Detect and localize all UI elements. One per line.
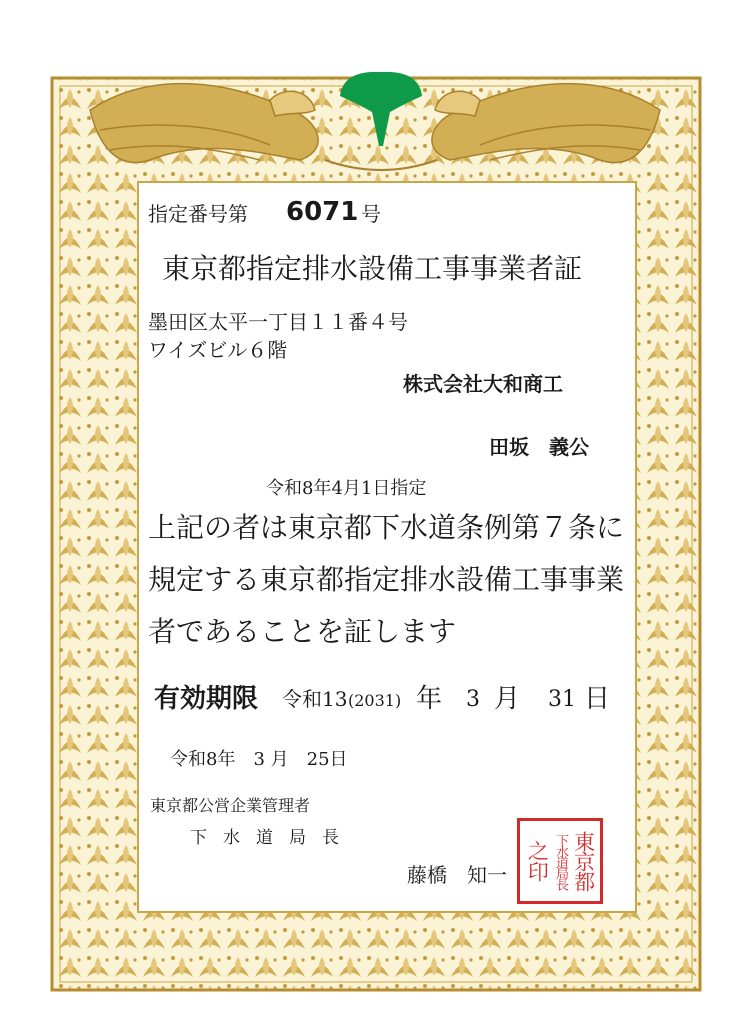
company-name: 株式会社大和商工: [403, 372, 563, 396]
validity-year-unit: 年: [416, 684, 443, 714]
official-seal: [517, 818, 603, 904]
body-line-3: 者であることを証します: [148, 615, 457, 648]
address-line-2: ワイズビル６階: [148, 338, 288, 362]
representative-name: 田坂 義公: [489, 435, 589, 459]
certificate-number-prefix: 指定番号第: [148, 202, 248, 226]
certificate-title: 東京都指定排水設備工事事業者証: [162, 252, 583, 285]
seal-text-column-1: 東京都: [571, 831, 596, 891]
designation-date: 令和8年4月1日指定: [266, 478, 427, 499]
body-line-2: 規定する東京都指定排水設備工事事業: [148, 563, 625, 596]
validity-month: 3: [466, 687, 480, 712]
address-line-1: 墨田区太平一丁目１１番４号: [148, 310, 408, 334]
seal-text-column-2: 下水道局長: [552, 833, 568, 889]
issuer-line-1: 東京都公営企業管理者: [150, 796, 311, 815]
validity-western-year: (2031): [348, 691, 402, 710]
issuer-line-2: 下水道局長: [190, 828, 355, 848]
certificate-number: 6071: [286, 197, 359, 227]
validity-month-unit: 月: [494, 684, 521, 714]
validity-day: 31: [548, 687, 576, 712]
body-line-1: 上記の者は東京都下水道条例第７条に: [148, 511, 625, 544]
validity-day-unit: 日: [584, 684, 611, 714]
validity-era-year: 令和13: [282, 687, 348, 711]
signatory-name: 藤橋 知一: [407, 863, 507, 887]
validity-label: 有効期限: [154, 684, 259, 714]
issue-date: 令和8年 3 月 25日: [170, 749, 348, 770]
certificate-number-suffix: 号: [361, 202, 381, 226]
seal-text-column-3: 之印: [525, 840, 550, 882]
